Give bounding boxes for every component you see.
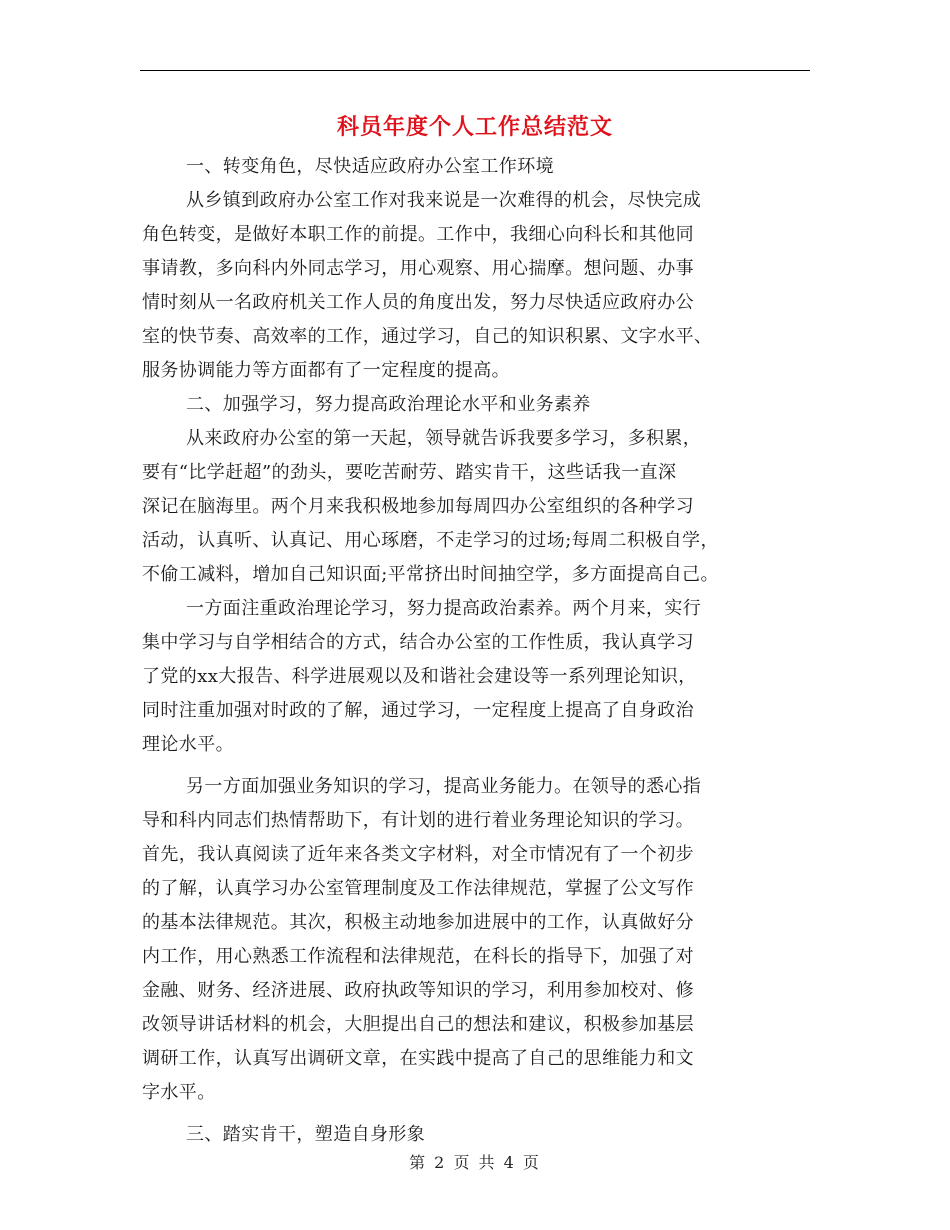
document-body	[142, 150, 812, 1152]
header-rule	[140, 70, 810, 71]
body-text-line: 集中学习与自学相结合的方式，结合办公室的工作性质，我认真学习	[142, 632, 694, 653]
body-text-line: 的了解，认真学习办公室管理制度及工作法律规范，掌握了公文写作	[142, 878, 694, 899]
body-text-line: 一、转变角色，尽快适应政府办公室工作环境	[186, 156, 554, 177]
body-text-line: 活动，认真听、认真记、用心琢磨，不走学习的过场;每周二积极自学，	[142, 530, 719, 551]
body-text-line: 三、踏实肯干，塑造自身形象	[186, 1124, 426, 1145]
body-text-line: 深记在脑海里。两个月来我积极地参加每周四办公室组织的各种学习	[142, 496, 694, 517]
body-text-line: 要有“比学赶超”的劲头，要吃苦耐劳、踏实肯干，这些话我一直深	[142, 462, 677, 483]
body-text-line: 二、加强学习，努力提高政治理论水平和业务素养	[186, 394, 591, 415]
body-text-line: 服务协调能力等方面都有了一定程度的提高。	[142, 360, 510, 381]
body-text-line: 一方面注重政治理论学习，努力提高政治素养。两个月来，实行	[186, 598, 702, 619]
body-text-line: 同时注重加强对时政的了解，通过学习，一定程度上提高了自身政治	[142, 700, 694, 721]
page-footer: 第 2 页 共 4 页	[409, 1153, 541, 1172]
body-text-line: 改领导讲话材料的机会，大胆提出自己的想法和建议，积极参加基层	[142, 1014, 694, 1035]
paragraph-gap	[142, 1110, 812, 1118]
body-text-line: 从来政府办公室的第一天起，领导就告诉我要多学习，多积累，	[186, 428, 702, 449]
body-text-line: 事请教，多向科内外同志学习，用心观察、用心揣摩。想问题、办事	[142, 258, 694, 279]
body-text-line: 首先，我认真阅读了近年来各类文字材料，对全市情况有了一个初步	[142, 844, 694, 865]
document-title: 科员年度个人工作总结范文	[336, 114, 613, 140]
body-text-line: 导和科内同志们热情帮助下，有计划的进行着业务理论知识的学习。	[142, 810, 694, 831]
body-text-line: 从乡镇到政府办公室工作对我来说是一次难得的机会，尽快完成	[186, 190, 702, 211]
body-text-line: 调研工作，认真写出调研文章，在实践中提高了自己的思维能力和文	[142, 1048, 694, 1069]
body-text-line: 的基本法律规范。其次，积极主动地参加进展中的工作，认真做好分	[142, 912, 694, 933]
body-text-line: 不偷工减料，增加自己知识面;平常挤出时间抽空学，多方面提高自己。	[142, 564, 719, 585]
body-text-line: 内工作，用心熟悉工作流程和法律规范，在科长的指导下，加强了对	[142, 946, 694, 967]
paragraph-gap	[142, 762, 812, 770]
body-text-line: 另一方面加强业务知识的学习，提高业务能力。在领导的悉心指	[186, 776, 702, 797]
body-text-line: 角色转变，是做好本职工作的前提。工作中，我细心向科长和其他同	[142, 224, 694, 245]
body-text-line: 金融、财务、经济进展、政府执政等知识的学习，利用参加校对、修	[142, 980, 694, 1001]
body-text-line: 字水平。	[142, 1082, 216, 1103]
body-text-line: 了党的xx大报告、科学进展观以及和谐社会建设等一系列理论知识，	[142, 666, 697, 687]
body-text-line: 室的快节奏、高效率的工作，通过学习，自己的知识积累、文字水平、	[142, 326, 713, 347]
body-text-line: 情时刻从一名政府机关工作人员的角度出发，努力尽快适应政府办公	[142, 292, 694, 313]
body-text-line: 理论水平。	[142, 734, 234, 755]
